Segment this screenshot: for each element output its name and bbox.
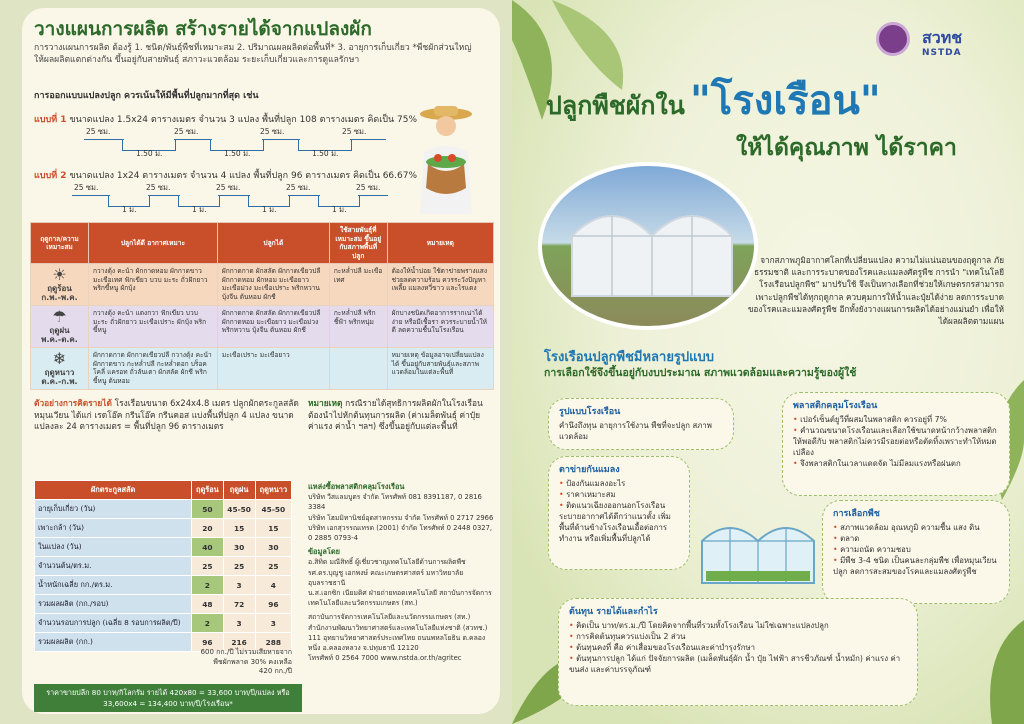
season-table [30,222,494,390]
card-title: ต้นทุน รายได้และกำไร [569,607,658,617]
yield-cell: 2 [192,614,223,633]
card-insect-net [548,456,690,570]
card-item: • ติดแนวเฉียงออกนอกโรงเรือน ระบายอากาศได้ดีกว่าแนวตั้ง เพิ่มพื้นที่ด้านข้างโรงเรือนเอื้อต่อการทำงาน หรือเพิ่มพื้นที่ปลูกได้ [559,500,679,544]
card-plant-choice [822,500,1010,604]
nstda-logo-text: สวทช [922,28,963,47]
layout-lead: การออกแบบแปลงปลูก ควรเน้นให้มีพื้นที่ปลูกมากที่สุด เช่น [34,91,259,101]
yield-cell: 3 [255,614,291,633]
season-name: ฤดูหนาว [44,368,75,377]
card-plastic-cover [782,392,1010,496]
yield-col-header: ฤดูร้อน [192,481,223,500]
yield-cell: 2 [192,576,223,595]
info-title: ข้อมูลโดย [308,547,340,557]
season-variety: กะหล่ำปลี พริกชี้ฟ้า พริกหนุ่ม [329,306,387,348]
season-ok: ผักกาดกาด ผักสลัด ผักกาดเขียวปลี ผักกาดหอม มะเขือยาว มะเขือม่วง พริกหวาน บุ้งจีน ต้นหอม ผักชี [217,306,329,348]
season-name: ฤดูฝน [49,326,70,335]
plan-2-gap-1: 25 ซม. [74,183,99,192]
yield-row-label: เพาะกล้า (วัน) [35,519,192,538]
plan-1-path [262,139,300,140]
snowflake-icon: ❄ [52,349,67,368]
org-line: โทรศัพท์ 0 2564 7000 www.nstda.or.th/agritec [308,654,462,663]
plan-2-path [148,195,180,196]
net-income-note [308,398,494,433]
yield-col-header: ฤดูฝน [223,481,255,500]
yield-row-label: อายุเก็บเกี่ยว (วัน) [35,500,192,519]
table-row [35,519,292,538]
yield-cell: 15 [255,519,291,538]
yield-cell: 3 [223,576,255,595]
yield-row-label: จำนวนต้น/ตร.ม. [35,557,192,576]
season-col-header: หมายเหตุ [387,223,493,264]
card-item: • ต้นทุนคงที่ คือ ค่าเสื่อมของโรงเรือนและค่าบำรุงรักษา [569,642,907,653]
season-good: ผักกาดกาด ผักกาดเขียวปลี กวางตุ้ง คะน้า ผักกาดขาว กะหล่ำปลี กะหล่ำดอก บร็อคโคลี่ แครอท ถั่วลันเตา ผักสลัด ผักชี พริกขี้หนู ต้นหอม [89,348,218,390]
card-item: • เปอร์เซ็นต์ยูวีที่ผสมในพลาสติก ควรอยู่ที่ 7% [793,414,999,425]
season-ok: ผักกาดกาด ผักสลัด ผักกาดเขียวปลี ผักกาดหอม ผักหอม มะเขือยาว มะเขือม่วง มะเขือเปราะ พริกหวาน บุ้งจีน ต้นหอม ผักชี [217,264,329,306]
ministry-seal-logo [876,22,910,56]
card-text: คำนึงถึงทุน อายุการใช้งาน พืชที่จะปลูก สภาพแวดล้อม [559,421,712,441]
contact-line: บริษัท เอกสุวรรณเทรด (2001) จำกัด โทรศัพท์ 0 2448 0327, 0 2885 0793-4 [308,523,493,543]
greenhouse-types-subtitle: การเลือกใช้จึงขึ้นอยู่กับงบประมาณ สภาพแวดล้อมและความรู้ของผู้ใช้ [544,367,857,379]
table-row [31,348,494,390]
plan-2-gap-5: 25 ซม. [356,183,381,192]
yield-cell: 96 [255,595,291,614]
plan-1-path [174,139,212,140]
card-item: • ตลาด [833,533,999,544]
plan-1-gap-1: 25 ซม. [86,127,111,136]
card-item: • ราคาเหมาะสม [559,489,679,500]
plan-2 [34,168,417,182]
greenhouse-photo [538,162,758,330]
table-row [35,614,292,633]
info-line: น.ส.เอกซิก เนียมดิศ ฝ่ายถ่ายทอดเทคโนโลยี สถาบันการจัดการเทคโนโลยีและนวัตกรรมเกษตร (สท.) [308,589,492,608]
greenhouse-icon [542,166,758,330]
season-ok: มะเขือเปราะ มะเขือยาว [217,348,329,390]
season-good: กวางตุ้ง คะน้า ผักกาดหอม ผักกาดขาว มะเขือเทศ ฟักเขียว บวบ มะระ ถั่วฝักยาว พริกขี้หนู ผักบุ้ง [89,264,218,306]
heading-part-1: ปลูกพืชผักใน [546,91,685,120]
net-income-note-label: หมายเหตุ [308,398,343,408]
season-col-header: ปลูกได้ดี อากาศเหมาะ [89,223,218,264]
card-item: • มีพืช 3-4 ชนิด เป็นคนละกลุ่มพืช เพื่อหมุนเวียนปลูก ลดการสะสมของโรคและแมลงศัตรูพืช [833,555,999,577]
income-example-text: โรงเรือนขนาด 6x24x4.8 เมตร ปลูกผักตระกูลสลัดหมุนเวียน ได้แก่ เรดโอ๊ค กรีนโอ๊ค กรีนคอส แบ่งพื้นที่ปลูก 4 แปลง ขนาดแปลงละ 24 ตารางเมตร = พื้นที่ปลูก 96 ตารางเมตร [34,398,299,431]
card-title: การเลือกพืช [833,509,880,519]
revenue-summary: ราคาขายปลีก 80 บาท/กิโลกรัม รายได้ 420x80 = 33,600 บาท/ปี/แปลง หรือ 33,600x4 = 134,400 บาท/ปี/โรงเรือน* [34,684,302,712]
plan-2-bed-width: 1 ม. [122,205,137,214]
season-col-header: ฤดูกาล/ความเหมาะสม [31,223,89,264]
card-item: • คิดเป็น บาท/ตร.ม./ปี โดยคิดจากพื้นที่รวมทั้งโรงเรือน ไม่ใช่เฉพาะแปลงปลูก [569,620,907,631]
contacts-title: แหล่งซื้อพลาสติกคลุมโรงเรือน [308,482,405,491]
yield-cell: 50 [192,500,223,519]
contact-line: บริษัท วีสแลมบูตร จำกัด โทรศัพท์ 081 8391187, 0 2816 3384 [308,493,482,512]
plan-2-text: ขนาดแปลง 1x24 ตารางเมตร จำนวน 4 แปลง พื้นที่ปลูก 96 ตารางเมตร คิดเป็น 66.67% [69,171,418,181]
plan-1-bed-width: 1.50 ม. [136,149,163,158]
yield-cell: 216 [223,633,255,652]
yield-col-header: ผักตระกูลสลัด [35,481,192,500]
card-item: • ความถนัด ความชอบ [833,544,999,555]
card-title: รูปแบบโรงเรือน [559,407,621,417]
info-line: รศ.ดร.บุญชู เอกพงษ์ คณะเกษตรศาสตร์ มหาวิทยาลัยอุบลราชธานี [308,568,464,587]
season-col-header: ใช้สายพันธุ์ที่เหมาะสม ขึ้นอยู่กับสภาพพื้นที่ปลูก [329,223,387,264]
nstda-logo-sub: NSTDA [922,48,962,58]
rain-cloud-icon: ☂ [52,307,67,326]
card-title: ตาข่ายกันแมลง [559,465,620,475]
plan-2-label: แบบที่ 2 [34,171,67,181]
plan-1-gap-2: 25 ซม. [174,127,199,136]
yield-col-header: ฤดูหนาว [255,481,291,500]
card-item: • สภาพแวดล้อม อุณหภูมิ ความชื้น แสง ดิน [833,522,999,533]
nstda-logo [922,26,962,58]
yield-cell: 20 [192,519,223,538]
season-note: หมายเหตุ ข้อมูลอาจเปลี่ยนแปลงได้ ขึ้นอยู่กับสายพันธุ์และสภาพแวดล้อมในแต่ละพื้นที่ [387,348,493,390]
left-intro: การวางแผนการผลิต ต้องรู้ 1. ชนิด/พันธุ์พืชที่เหมาะสม 2. ปริมาณผลผลิตต่อพื้นที่* 3. อายุการเก็บเกี่ยว *พืชผักส่วนใหญ่ให้ผลผลิตแตกต่างกัน ขึ้นอยู่กับสายพันธุ์ สภาวะแวดล้อม ระยะเก็บเกี่ยวและการดูแลรักษา [34,43,472,65]
season-name: ฤดูร้อน [47,284,72,293]
plan-1-label: แบบที่ 1 [34,115,67,125]
yield-cell: 48 [192,595,223,614]
contacts-block [308,482,494,663]
heading-line-2: ให้ได้คุณภาพ ได้ราคา [736,135,957,161]
right-intro: จากสภาพภูมิอากาศโลกที่เปลี่ยนแปลง ความไม่แน่นอนของฤดูกาล ภัยธรรมชาติ และการระบาดของโรคและแมลงศัตรูพืช การนำ "เทคโนโลยีโรงเรือนปลูกพืช" มาปรับใช้ จึงเป็นทางเลือกที่ช่วยให้เกษตรกรสามารถเพาะปลูกพืชได้ทุกฤดูกาล ควบคุมการให้น้ำและปุ๋ยได้ง่าย ลดการระบาดของโรคและแมลงศัตรูพืช อีกทั้งยังวางแผนการผลิตได้อย่างแม่นยำ เพื่อให้ได้ผลผลิตตามแผน [747,255,1004,327]
yield-cell: 30 [223,538,255,557]
table-row [35,538,292,557]
plan-1-text: ขนาดแปลง 1.5x24 ตารางเมตร จำนวน 3 แปลง พื้นที่ปลูก 108 ตารางเมตร คิดเป็น 75% [69,115,418,125]
plan-1-bed-width: 1.50 ม. [312,149,339,158]
card-title: พลาสติกคลุมโรงเรือน [793,401,878,411]
table-row [35,595,292,614]
table-row [35,557,292,576]
yield-cell: 3 [223,614,255,633]
table-row [31,306,494,348]
yield-row-label: ในแปลง (วัน) [35,538,192,557]
plan-2-path [358,195,388,196]
yield-table [34,480,292,652]
plan-2-gap-2: 25 ซม. [146,183,171,192]
season-months: ก.พ.-พ.ค. [41,292,78,302]
card-item: • คำนวณขนาดโรงเรือนและเลือกใช้ขนาดหน้ากว้างพลาสติกให้พอดีกับ พลาสติกไม่ควรมีรอยต่อหรือตัดทิ้งเพราะทำให้หมดเปลือง [793,425,999,458]
plan-1-path [350,139,386,140]
yield-row-label: รวมผลผลิต (กก.) [35,633,192,652]
yield-cell: 40 [192,538,223,557]
card-greenhouse-shape [548,398,734,450]
yield-total-note: 600 กก./ปี ไม่รวมเสียหายจากพืชผักพลาด 30% คงเหลือ 420 กก./ปี [200,648,292,675]
yield-cell: 30 [255,538,291,557]
table-row [31,264,494,306]
season-variety: กะหล่ำปลี มะเขือเทศ [329,264,387,306]
income-example-label: ตัวอย่างการคิดรายได้ [34,398,112,408]
season-months: ต.ค.-ก.พ. [41,376,78,386]
yield-row-label: รวมผลผลิต (กก./รอบ) [35,595,192,614]
contact-line: บริษัท โฮมมิทานิชย์อุตสาหกรรม จำกัด โทรศัพท์ 0 2717 2966 [308,513,494,522]
plan-2-path [218,195,250,196]
card-item: • จึงพลาสติกในเวลาแดดจัด ไม่มีลมแรงหรือฝนตก [793,458,999,469]
season-good: กวางตุ้ง คะน้า แตงกวา ฟักเขียว บวบ มะระ ถั่วฝักยาว มะเขือเปราะ ผักบุ้ง พริกขี้หนู [89,306,218,348]
yield-cell: 96 [192,633,223,652]
plan-2-bed-width: 1 ม. [192,205,207,214]
yield-cell: 45-50 [223,500,255,519]
season-variety [329,348,387,390]
plan-1-path [84,139,124,140]
plan-1-gap-4: 25 ซม. [342,127,367,136]
greenhouse-illustration [694,505,820,591]
yield-cell: 25 [223,557,255,576]
card-cost-income [558,598,918,706]
info-line: อ.สิทิด มณีสิทธิ์ ผู้เชี่ยวชาญเทคโนโลยีด้านการผลิตพืช [308,558,466,567]
org-line: 111 อุทยานวิทยาศาสตร์ประเทศไทย ถนนพหลโยธิน ต.คลองหนึ่ง อ.คลองหลวง จ.ปทุมธานี 12120 [308,633,486,653]
plan-1 [34,112,417,126]
season-note: ผักบางชนิดเกิดอาการรากเน่าได้ง่าย หรือมีเชื้อรา ควรระบายน้ำให้ดี ลดความชื้นในโรงเรือน [387,306,493,348]
card-item: • ต้นทุนการปลูก ได้แก่ ปัจจัยการผลิต (เมล็ดพันธุ์ผัก น้ำ ปุ๋ย ไฟฟ้า สารชีวภัณฑ์ น้ำหมัก) ค่าแรง ค่าขนส่ง และค่าบรรจุภัณฑ์ [569,653,907,675]
org-line: สถาบันการจัดการเทคโนโลยีและนวัตกรรมเกษตร (สท.) [308,613,471,622]
sun-icon: ☀ [52,265,67,284]
left-panel [22,8,500,714]
yield-cell: 288 [255,633,291,652]
plan-2-bed-width: 1 ม. [332,205,347,214]
season-months: พ.ค.-ต.ค. [41,334,78,344]
yield-cell: 15 [223,519,255,538]
card-item: • ป้องกันแมลงอะไร [559,478,679,489]
yield-cell: 25 [255,557,291,576]
greenhouse-types-title: โรงเรือนปลูกพืชมีหลายรูปแบบ [544,350,715,365]
plan-2-path [72,195,110,196]
plan-2-gap-4: 25 ซม. [286,183,311,192]
plan-1-gap-3: 25 ซม. [260,127,285,136]
yield-row-label: จำนวนรอบการปลูก (เฉลี่ย 8 รอบการผลิต/ปี) [35,614,192,633]
yield-cell: 45-50 [255,500,291,519]
yield-cell: 72 [223,595,255,614]
farmer-illustration [406,104,486,214]
org-line: สำนักงานพัฒนาวิทยาศาสตร์และเทคโนโลยีแห่งชาติ (สวทช.) [308,623,488,632]
plan-2-bed-width: 1 ม. [262,205,277,214]
table-row [35,500,292,519]
heading-part-2: "โรงเรือน" [690,78,881,124]
plan-2-path [288,195,320,196]
yield-row-label: น้ำหนักเฉลี่ย กก./ตร.ม. [35,576,192,595]
yield-cell: 4 [255,576,291,595]
net-income-note-text: กรณีรายได้สุทธิการผลิตผักในโรงเรือน ต้องนำไปหักต้นทุนการผลิต (ค่าเมล็ดพันธุ์ ค่าปุ๋ย ค่าแรง ค่าน้ำ ฯลฯ) ซึ่งขึ้นอยู่กับแต่ละพื้นที่ [308,398,483,431]
plan-1-bed-width: 1.50 ม. [224,149,251,158]
season-note: ต้องให้น้ำบ่อย ใช้ตาข่ายพรางแสง ช่วยลดความร้อน ควรระวังปัญหาเพลี้ย แมลงหวี่ขาว และไรแดง [387,264,493,306]
table-row [35,576,292,595]
season-col-header: ปลูกได้ [217,223,329,264]
income-example [34,398,304,433]
yield-cell: 25 [192,557,223,576]
plan-2-gap-3: 25 ซม. [216,183,241,192]
left-title: วางแผนการผลิต สร้างรายได้จากแปลงผัก [34,18,372,40]
card-item: • การคิดต้นทุนควรแบ่งเป็น 2 ส่วน [569,631,907,642]
